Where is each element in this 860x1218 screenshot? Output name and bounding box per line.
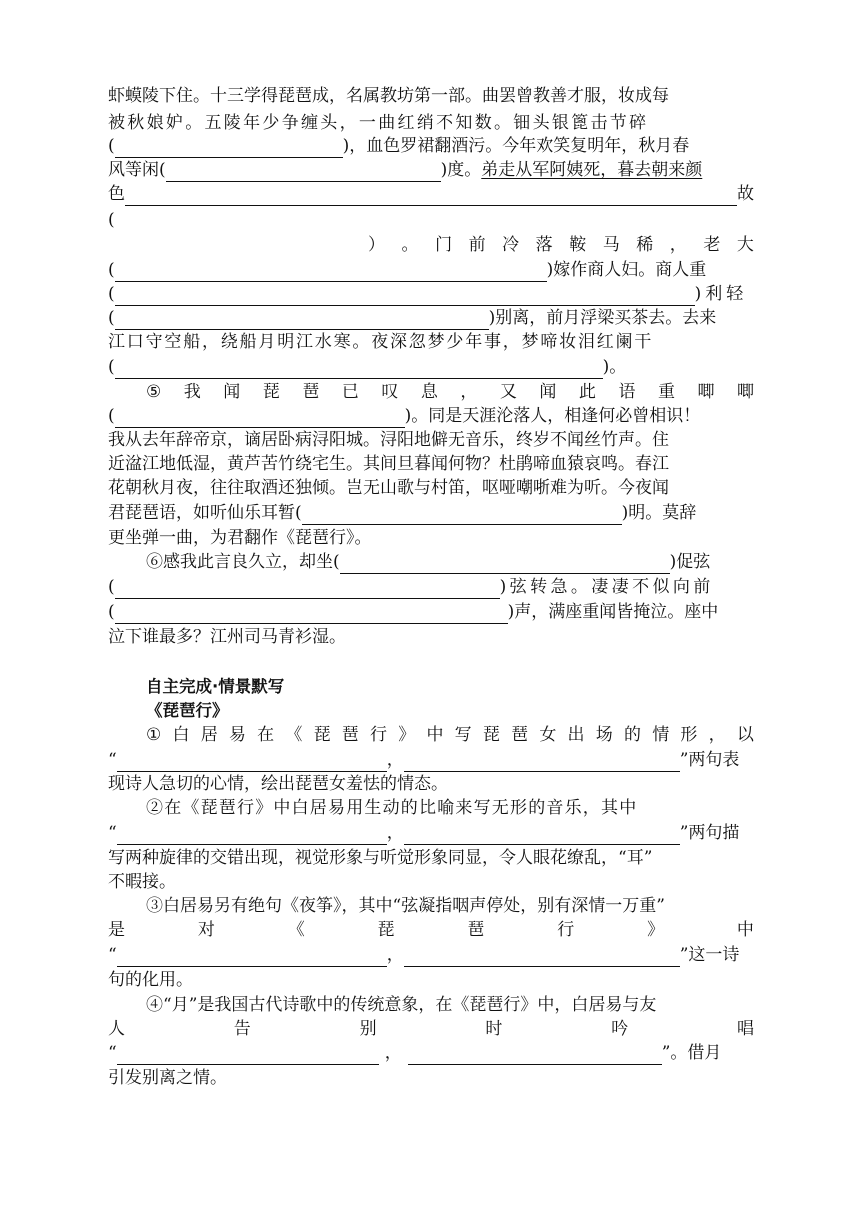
question-3-text (108, 918, 754, 942)
quote-close: ”两句描 (679, 823, 740, 843)
comma: ， (386, 750, 404, 770)
spaced-char: ， (708, 725, 726, 745)
text: ②在《琵琶行》中白居易用生动的比喻来写无形的音乐，其中 (146, 798, 638, 818)
spaced-char: 是 (108, 920, 125, 940)
spaced-char: 》 (647, 920, 665, 940)
text: )弦转急。凄凄不似向前 (499, 577, 714, 597)
fill-blank[interactable] (115, 409, 405, 428)
comma: ， (386, 823, 404, 843)
text: 色 (108, 184, 125, 204)
question-4 (146, 993, 754, 1017)
answer-blank-1[interactable] (117, 826, 387, 845)
poem-line (146, 550, 754, 574)
spaced-char: 的 (623, 725, 641, 745)
poem-line (108, 208, 754, 232)
question-4-text (108, 1017, 754, 1041)
paren-open: ( (108, 357, 115, 377)
spaced-char: ⑤ (146, 382, 162, 402)
spaced-char: 居 (200, 725, 218, 745)
spaced-char: 我 (183, 382, 201, 402)
text: 泣下谁最多？江州司马青衫湿。 (108, 627, 346, 647)
quote-close: ”。借月 (661, 1043, 722, 1063)
text: 不暇接。 (108, 872, 176, 892)
poem-line (108, 600, 754, 624)
question-3-answer (108, 943, 754, 967)
spaced-text (146, 723, 754, 747)
spaced-text (146, 380, 754, 404)
spaced-char: 易 (228, 725, 246, 745)
spaced-char: 重 (657, 382, 675, 402)
spaced-char: 叹 (381, 382, 399, 402)
paren-open: ( (108, 577, 115, 597)
text: ③白居易另有绝句《夜筝》，其中“弦凝指咽声停处，别有深情一万重” (146, 896, 665, 916)
text: )利轻 (694, 284, 748, 304)
poem-line (108, 330, 754, 354)
question-3-text (108, 968, 754, 992)
spaced-char: 中 (736, 920, 754, 940)
text: )度。 (440, 160, 482, 180)
text: )嫁作商人妇。商人重 (546, 260, 707, 280)
question-2-text (108, 846, 754, 870)
spaced-char: 闻 (539, 382, 557, 402)
spaced-char: 吟 (611, 1019, 629, 1039)
question-4-answer (108, 1041, 754, 1065)
spaced-char: 。 (401, 235, 419, 255)
question-1-answer (108, 748, 754, 772)
spaced-char: 息 (420, 382, 438, 402)
spaced-char: 门 (435, 235, 453, 255)
text: )。同是天涯沦落人，相逢何必曾相识！ (404, 406, 701, 426)
poem-line (108, 134, 754, 158)
paren-open: ( (108, 284, 115, 304)
underlined-text: 弟走从军阿姨死，暮去朝来颜 (481, 160, 703, 180)
spaced-char: 情 (652, 725, 670, 745)
quote-close: ”这一诗 (679, 945, 740, 965)
poem-line (108, 111, 754, 135)
question-2-answer (108, 821, 754, 845)
poem-line (108, 306, 754, 330)
paren-open: ( (108, 210, 115, 230)
poem-line (108, 282, 754, 306)
spaced-char: 中 (426, 725, 444, 745)
answer-blank-2[interactable] (404, 948, 680, 967)
fill-blank[interactable] (115, 263, 547, 282)
text: )。 (602, 357, 627, 377)
spaced-char: 琶 (511, 725, 529, 745)
spaced-char: 唧 (736, 382, 754, 402)
spaced-text (108, 1017, 754, 1041)
text: )，血色罗裙翻酒污。今年欢笑复明年，秋月春 (342, 136, 690, 156)
fill-blank[interactable] (115, 580, 500, 599)
text: )别离，前月浮梁买茶去。去来 (488, 308, 717, 328)
answer-blank-2[interactable] (408, 1046, 662, 1065)
spaced-char: 以 (736, 725, 754, 745)
poem-line (108, 625, 754, 649)
spaced-char: 大 (736, 235, 754, 255)
spaced-char: ， (669, 235, 687, 255)
spaced-char: 老 (703, 235, 721, 255)
spaced-char: 行 (370, 725, 387, 745)
comma: ， (386, 945, 404, 965)
spaced-char: 对 (197, 920, 215, 940)
poem-line (368, 233, 754, 257)
spaced-char: 时 (485, 1019, 503, 1039)
paren-open: ( (108, 406, 115, 426)
answer-blank-1[interactable] (117, 753, 387, 772)
spaced-char: 出 (567, 725, 585, 745)
poem-line (108, 476, 754, 500)
text: 写两种旋律的交错出现，视觉形象与听觉形象同显，令人眼花缭乱，“耳” (108, 848, 653, 868)
spaced-char: 马 (602, 235, 620, 255)
spaced-char: 琵 (313, 725, 331, 745)
spaced-text (108, 918, 754, 942)
answer-blank-1[interactable] (117, 1046, 379, 1065)
fill-blank[interactable] (340, 555, 670, 574)
fill-blank[interactable] (166, 163, 441, 182)
poem-line (108, 158, 754, 182)
quote-close: ”两句表 (679, 750, 740, 770)
heading-text: 自主完成·情景默写 (146, 677, 285, 696)
text: 句的化用。 (108, 970, 193, 990)
text: 更坐弹一曲，为君翻作《琵琶行》。 (108, 528, 372, 548)
text: )促弦 (669, 552, 711, 572)
text: )声，满座重闻皆掩泣。座中 (507, 602, 719, 622)
text: ⑥感我此言良久立，却坐( (146, 552, 340, 572)
fill-blank[interactable] (115, 360, 603, 379)
poem-line (108, 182, 754, 206)
fill-blank[interactable] (302, 506, 622, 525)
spaced-char: 》 (398, 725, 416, 745)
paren-open: ( (108, 136, 115, 156)
spaced-char: 女 (539, 725, 557, 745)
spaced-char: 白 (172, 725, 190, 745)
spaced-char: 琵 (262, 382, 280, 402)
fill-blank[interactable] (115, 139, 343, 158)
text: 风等闲( (108, 160, 166, 180)
poem-line (108, 526, 754, 550)
spaced-char: 琵 (482, 725, 500, 745)
spaced-char: 唱 (736, 1019, 754, 1039)
spaced-char: 又 (499, 382, 517, 402)
quote-open: “ (108, 1043, 117, 1063)
spaced-char: 鞍 (569, 235, 587, 255)
text: 现诗人急切的心情，绘出琵琶女羞怯的情态。 (108, 774, 448, 794)
text: 虾蟆陵下住。十三学得琵琶成，名属教坊第一部。曲罢曾教善才服，妆成每 (108, 86, 669, 106)
spaced-char: 《 (287, 920, 305, 940)
spaced-char: ） (368, 235, 385, 255)
spaced-char: 琵 (377, 920, 395, 940)
poem-line (108, 428, 754, 452)
text: 近湓江地低湿，黄芦苦竹绕宅生。其间旦暮闻何物？杜鹃啼血猿哀鸣。春江 (108, 454, 669, 474)
spaced-char: 《 (285, 725, 303, 745)
fill-blank[interactable] (115, 311, 489, 330)
answer-blank-1[interactable] (117, 948, 387, 967)
heading-text: 《琵琶行》 (146, 701, 229, 720)
spaced-char: 唧 (697, 382, 715, 402)
spaced-char: 行 (557, 920, 575, 940)
text: 故 (737, 184, 754, 204)
poem-line (108, 258, 754, 282)
question-1 (146, 723, 754, 747)
spaced-char: 此 (578, 382, 596, 402)
text: 君琵琶语，如听仙乐耳暂( (108, 503, 302, 523)
comma: ， (384, 1043, 402, 1063)
spaced-char: 人 (108, 1019, 125, 1039)
spaced-char: ① (146, 725, 162, 745)
poem-title (146, 699, 754, 723)
paren-open: ( (108, 260, 115, 280)
spaced-char: 场 (595, 725, 613, 745)
text: )明。莫辞 (621, 503, 697, 523)
text: 花朝秋月夜，往往取酒还独倾。岂无山歌与村笛，呕哑嘲哳难为听。今夜闻 (108, 478, 669, 498)
section-title (146, 675, 754, 699)
paren-open: ( (108, 602, 115, 622)
text: 引发别离之情。 (108, 1068, 227, 1088)
spaced-char: 闻 (223, 382, 241, 402)
question-2 (146, 796, 754, 820)
spaced-char: 告 (233, 1019, 251, 1039)
poem-line (108, 84, 754, 108)
spaced-char: 稀 (636, 235, 654, 255)
spaced-char: 琶 (467, 920, 485, 940)
text: ④“月”是我国古代诗歌中的传统意象，在《琵琶行》中，白居易与友 (146, 995, 657, 1015)
question-2-text (108, 870, 754, 894)
poem-line (108, 355, 754, 379)
spaced-char: 琶 (341, 725, 359, 745)
question-1-text (108, 772, 754, 796)
text: 江口守空船，绕船月明江水寒。夜深忽梦少年事，梦啼妆泪红阑干 (108, 332, 654, 352)
spaced-char: 落 (535, 235, 553, 255)
text: 被秋娘妒。五陵年少争缠头，一曲红绡不知数。钿头银篦击节碎 (108, 113, 649, 133)
poem-line (108, 501, 754, 525)
spaced-char: 前 (468, 235, 486, 255)
spaced-char: 别 (359, 1019, 377, 1039)
poem-line (146, 380, 754, 404)
spaced-text (368, 233, 754, 257)
poem-line (108, 452, 754, 476)
text: 我从去年辞帝京，谪居卧病浔阳城。浔阳地僻无音乐，终岁不闻丝竹声。住 (108, 430, 669, 450)
quote-open: “ (108, 823, 117, 843)
quote-open: “ (108, 750, 117, 770)
spaced-char: 琶 (302, 382, 320, 402)
spaced-char: 形 (680, 725, 698, 745)
spaced-char: 已 (341, 382, 359, 402)
spaced-char: 在 (257, 725, 275, 745)
spaced-char: ， (460, 382, 478, 402)
spaced-char: 写 (454, 725, 472, 745)
quote-open: “ (108, 945, 117, 965)
question-4-text (108, 1066, 754, 1090)
poem-line (108, 575, 754, 599)
spaced-char: 冷 (502, 235, 520, 255)
fill-blank[interactable] (115, 605, 508, 624)
question-3 (146, 894, 754, 918)
answer-blank-2[interactable] (404, 753, 680, 772)
underline-rule (125, 185, 737, 206)
paren-open: ( (108, 308, 115, 328)
spaced-char: 语 (618, 382, 636, 402)
poem-line (108, 404, 754, 428)
answer-blank-2[interactable] (404, 826, 680, 845)
fill-blank[interactable] (115, 287, 695, 306)
